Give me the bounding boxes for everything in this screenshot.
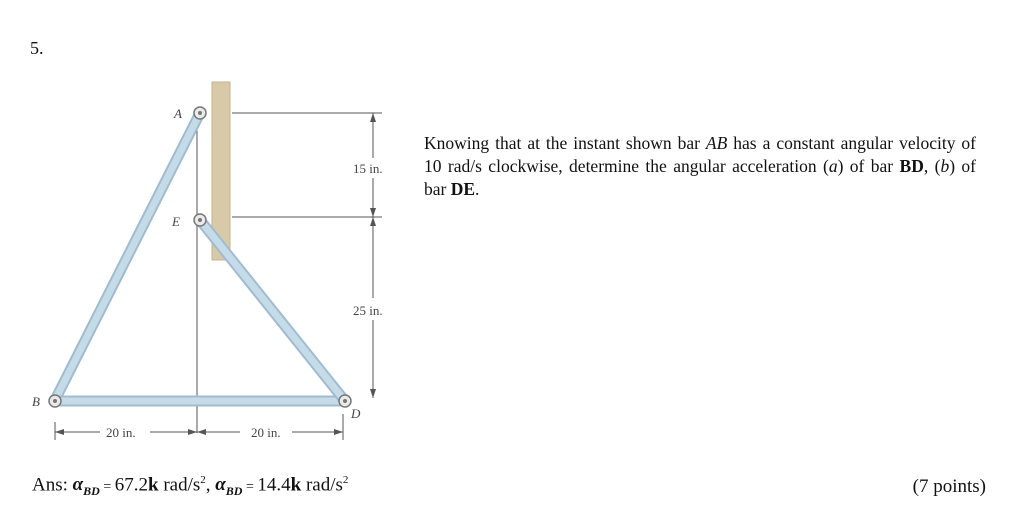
label-e: E [172, 214, 180, 229]
label-b: B [32, 394, 40, 409]
dim-15-arrow-bot [370, 208, 376, 217]
dim-25-arrow-bot [370, 389, 376, 398]
dim-25-label: 25 in. [353, 303, 383, 318]
label-d: D [351, 406, 361, 421]
dim-20-label-right: 20 in. [251, 425, 281, 440]
answer-line: Ans: $\alpha_{BD} = 67.2k$ rad/$s^2$, $\alpha_{BD} = 14.4k$ rad/$s^2$ [32, 474, 349, 499]
problem-statement: Knowing that at the instant shown bar AB has a constant angular velocity of 10 rad/s clockwise, determine the angular acceleration (a) of bar BD, (b) of bar DE. [424, 133, 976, 199]
label-a: A [174, 106, 182, 121]
dim-15-label: 15 in. [353, 161, 383, 176]
dim-20-label-left: 20 in. [106, 425, 136, 440]
points-value: (7 points) [912, 476, 986, 497]
problem-number: 5. [30, 38, 44, 58]
dim-25-arrow-top [370, 217, 376, 226]
dim-15-arrow-top [370, 113, 376, 122]
